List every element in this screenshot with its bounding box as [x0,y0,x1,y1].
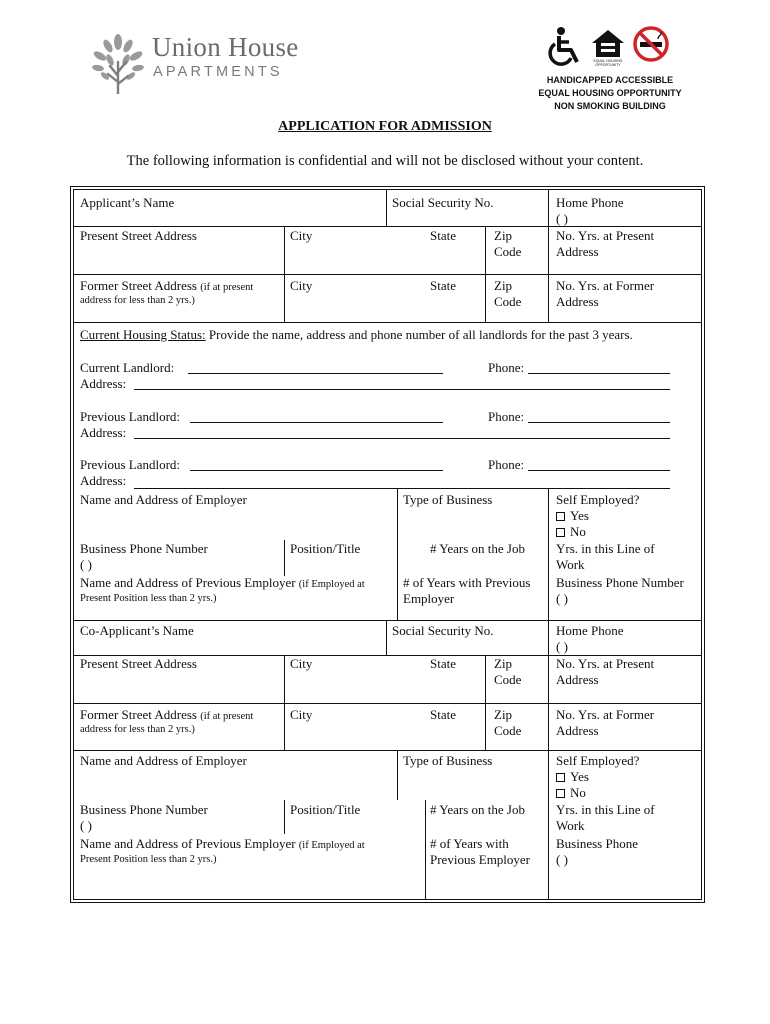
business-phone-number-label: Business Phone Number [556,575,684,590]
previous-landlord-line[interactable] [190,422,443,423]
co-present-code-label: Code [494,672,522,687]
co-position-title-label: Position/Title [290,802,361,817]
yrs-line-label-2: Work [556,557,585,572]
co-business-phone-label-2: Business Phone [556,836,638,851]
co-yrs-line-label-2: Work [556,818,585,833]
form-title: APPLICATION FOR ADMISSION [278,119,492,134]
current-landlord-phone-line[interactable] [528,373,670,374]
co-yrs-former-label: No. Yrs. at Former [556,707,655,722]
co-former-code-label: Code [494,723,522,738]
co-yrs-line-label: Yrs. in this Line of [556,802,655,817]
co-years-prev-label-2: Previous Employer [430,852,531,867]
no-smoking-icon [632,25,670,63]
co-years-job-label: # Years on the Job [430,802,525,817]
checkbox-no[interactable] [556,528,565,537]
current-landlord-phone-label: Phone: [488,360,525,375]
coapplicant-name-label: Co-Applicant’s Name [80,623,194,638]
coapplicant-home-phone-label: Home Phone [556,623,624,638]
co-business-phone-paren: ( ) [80,818,92,833]
type-business-label: Type of Business [403,492,493,507]
yrs-present-label: No. Yrs. at Present [556,228,655,243]
prev-employer-note: Present Position less than 2 yrs.) [80,593,217,604]
yrs-line-label: Yrs. in this Line of [556,541,655,556]
co-former-state-label: State [430,707,456,722]
yrs-present-label-2: Address [556,244,599,259]
applicant-home-phone-paren: ( ) [556,211,568,226]
previous-landlord-label: Previous Landlord: [80,409,181,424]
former-zip-label: Zip [494,278,513,293]
housing-status-heading: Current Housing Status: [80,327,206,342]
co-yrs-present-label-2: Address [556,672,599,687]
employer-label: Name and Address of Employer [80,492,247,507]
business-phone-paren: ( ) [80,557,92,572]
badge-line-1: HANDICAPPED ACCESSIBLE [546,75,674,85]
applicant-name-label: Applicant’s Name [80,195,175,210]
co-yrs-present-label: No. Yrs. at Present [556,656,655,671]
coapplicant-home-phone-paren: ( ) [556,639,568,654]
co-type-business-label: Type of Business [403,753,493,768]
form-intro: The following information is confidential and will not be disclosed without your content. [126,153,644,169]
present-state-label: State [430,228,456,243]
previous-landlord-2-line[interactable] [190,470,443,471]
current-landlord-address-label: Address: [80,376,127,391]
present-zip-label: Zip [494,228,513,243]
co-former-street-note: address for less than 2 yrs.) [80,724,195,735]
present-code-label: Code [494,244,522,259]
self-employed-no[interactable]: No [556,524,586,540]
previous-landlord-2-phone-label: Phone: [488,457,525,472]
applicant-ssn-label: Social Security No. [392,195,494,210]
co-former-city-label: City [290,707,313,722]
previous-landlord-phone-label: Phone: [488,409,525,424]
logo-name: Union House [152,32,299,62]
co-yrs-former-label-2: Address [556,723,599,738]
eho-small-text: EQUAL HOUSING OPPORTUNITY [593,59,623,67]
previous-landlord-2-phone-line[interactable] [528,470,670,471]
previous-landlord-2-address-line[interactable] [134,488,670,489]
business-phone-number-paren: ( ) [556,591,568,606]
years-prev-label: # of Years with Previous [403,575,531,590]
previous-landlord-address-line[interactable] [134,438,670,439]
co-present-zip-label: Zip [494,656,513,671]
co-present-street-label: Present Street Address [80,656,197,671]
prev-employer-label: Name and Address of Previous Employer (if Employed at [80,575,365,590]
applicant-home-phone-label: Home Phone [556,195,624,210]
present-city-label: City [290,228,313,243]
current-landlord-label: Current Landlord: [80,360,175,375]
former-street-label: Former Street Address (if at present [80,278,254,293]
former-city-label: City [290,278,313,293]
badge-line-3: NON SMOKING BUILDING [554,101,666,111]
former-street-note: address for less than 2 yrs.) [80,295,195,306]
coapplicant-ssn-label: Social Security No. [392,623,494,638]
business-phone-label: Business Phone Number [80,541,208,556]
co-prev-employer-note: Present Position less than 2 yrs.) [80,854,217,865]
logo-subtitle: APARTMENTS [153,64,283,80]
co-checkbox-no[interactable] [556,789,565,798]
co-present-state-label: State [430,656,456,671]
co-self-employed-label: Self Employed? [556,753,640,768]
co-employer-label: Name and Address of Employer [80,753,247,768]
current-landlord-line[interactable] [188,373,443,374]
previous-landlord-phone-line[interactable] [528,422,670,423]
co-self-employed-no[interactable]: No [556,785,586,801]
co-present-city-label: City [290,656,313,671]
tree-icon [90,32,146,94]
co-business-phone-label: Business Phone Number [80,802,208,817]
housing-status-text: Current Housing Status: Provide the name, address and phone number of all landlords for the past 3 years. [80,327,633,342]
self-employed-yes[interactable]: Yes [556,508,589,524]
yrs-former-label-2: Address [556,294,599,309]
previous-landlord-address-label: Address: [80,425,127,440]
years-prev-label-2: Employer [403,591,455,606]
current-landlord-address-line[interactable] [134,389,670,390]
co-prev-employer-label: Name and Address of Previous Employer (if Employed at [80,836,365,851]
previous-landlord-2-label: Previous Landlord: [80,457,181,472]
co-former-street-label: Former Street Address (if at present [80,707,254,722]
checkbox-yes[interactable] [556,512,565,521]
co-business-phone-paren-2: ( ) [556,852,568,867]
badge-line-2: EQUAL HOUSING OPPORTUNITY [538,88,682,98]
co-years-prev-label: # of Years with [430,836,509,851]
years-job-label: # Years on the Job [430,541,525,556]
yrs-former-label: No. Yrs. at Former [556,278,655,293]
former-code-label: Code [494,294,522,309]
co-checkbox-yes[interactable] [556,773,565,782]
co-former-zip-label: Zip [494,707,513,722]
former-state-label: State [430,278,456,293]
position-title-label: Position/Title [290,541,361,556]
previous-landlord-2-address-label: Address: [80,473,127,488]
present-street-label: Present Street Address [80,228,197,243]
self-employed-label: Self Employed? [556,492,640,507]
wheelchair-icon [547,26,585,66]
co-self-employed-yes[interactable]: Yes [556,769,589,785]
